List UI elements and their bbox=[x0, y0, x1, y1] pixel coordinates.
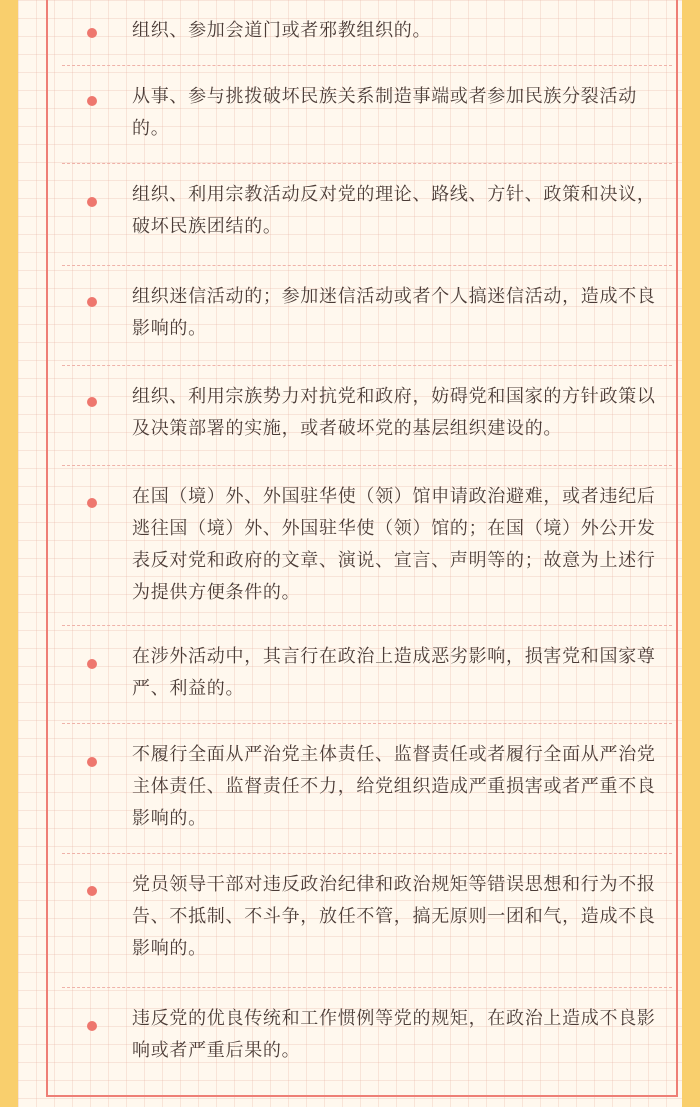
list-item-text: 组织、参加会道门或者邪教组织的。 bbox=[132, 20, 432, 41]
bullet-dot-icon bbox=[87, 659, 97, 669]
list-item-text: 从事、参与挑拨破坏民族关系制造事端或者参加民族分裂活动的。 bbox=[132, 86, 637, 139]
list-item-text: 不履行全面从严治党主体责任、监督责任或者履行全面从严治党主体责任、监督责任不力，给党组织造成严重损害或者严重不良影响的。 bbox=[132, 744, 656, 829]
list-item bbox=[62, 854, 672, 988]
bullet-dot-icon bbox=[87, 197, 97, 207]
list-item bbox=[62, 626, 672, 724]
violation-list bbox=[62, 0, 672, 1107]
list-item-text: 组织、利用宗族势力对抗党和政府，妨碍党和国家的方针政策以及决策部署的实施，或者破坏党的基层组织建设的。 bbox=[132, 386, 656, 439]
list-item bbox=[62, 366, 672, 466]
bullet-dot-icon bbox=[87, 1021, 97, 1031]
list-item-text: 组织迷信活动的；参加迷信活动或者个人搞迷信活动，造成不良影响的。 bbox=[132, 286, 656, 339]
list-item-text: 在国（境）外、外国驻华使（领）馆申请政治避难，或者违纪后逃往国（境）外、外国驻华使（领）馆的；在国（境）外公开发表反对党和政府的文章、演说、宣言、声明等的；故意为上述行为提供方便条件的。 bbox=[132, 486, 656, 603]
list-item-text: 违反党的优良传统和工作惯例等党的规矩，在政治上造成不良影响或者严重后果的。 bbox=[132, 1008, 656, 1061]
list-item bbox=[62, 988, 672, 1107]
bullet-dot-icon bbox=[87, 757, 97, 767]
list-item bbox=[62, 266, 672, 366]
list-item bbox=[62, 164, 672, 266]
bullet-dot-icon bbox=[87, 28, 97, 38]
list-item bbox=[62, 466, 672, 626]
list-item bbox=[62, 724, 672, 854]
bullet-dot-icon bbox=[87, 397, 97, 407]
bullet-dot-icon bbox=[87, 297, 97, 307]
bullet-dot-icon bbox=[87, 886, 97, 896]
bullet-dot-icon bbox=[87, 498, 97, 508]
list-item-text: 在涉外活动中，其言行在政治上造成恶劣影响，损害党和国家尊严、利益的。 bbox=[132, 646, 656, 699]
list-item bbox=[62, 66, 672, 164]
grid-paper-background bbox=[18, 0, 682, 1107]
bullet-dot-icon bbox=[87, 96, 97, 106]
list-item-text: 党员领导干部对违反政治纪律和政治规矩等错误思想和行为不报告、不抵制、不斗争，放任不管，搞无原则一团和气，造成不良影响的。 bbox=[132, 874, 656, 959]
list-item bbox=[62, 0, 672, 66]
list-item-text: 组织、利用宗教活动反对党的理论、路线、方针、政策和决议，破坏民族团结的。 bbox=[132, 184, 656, 237]
